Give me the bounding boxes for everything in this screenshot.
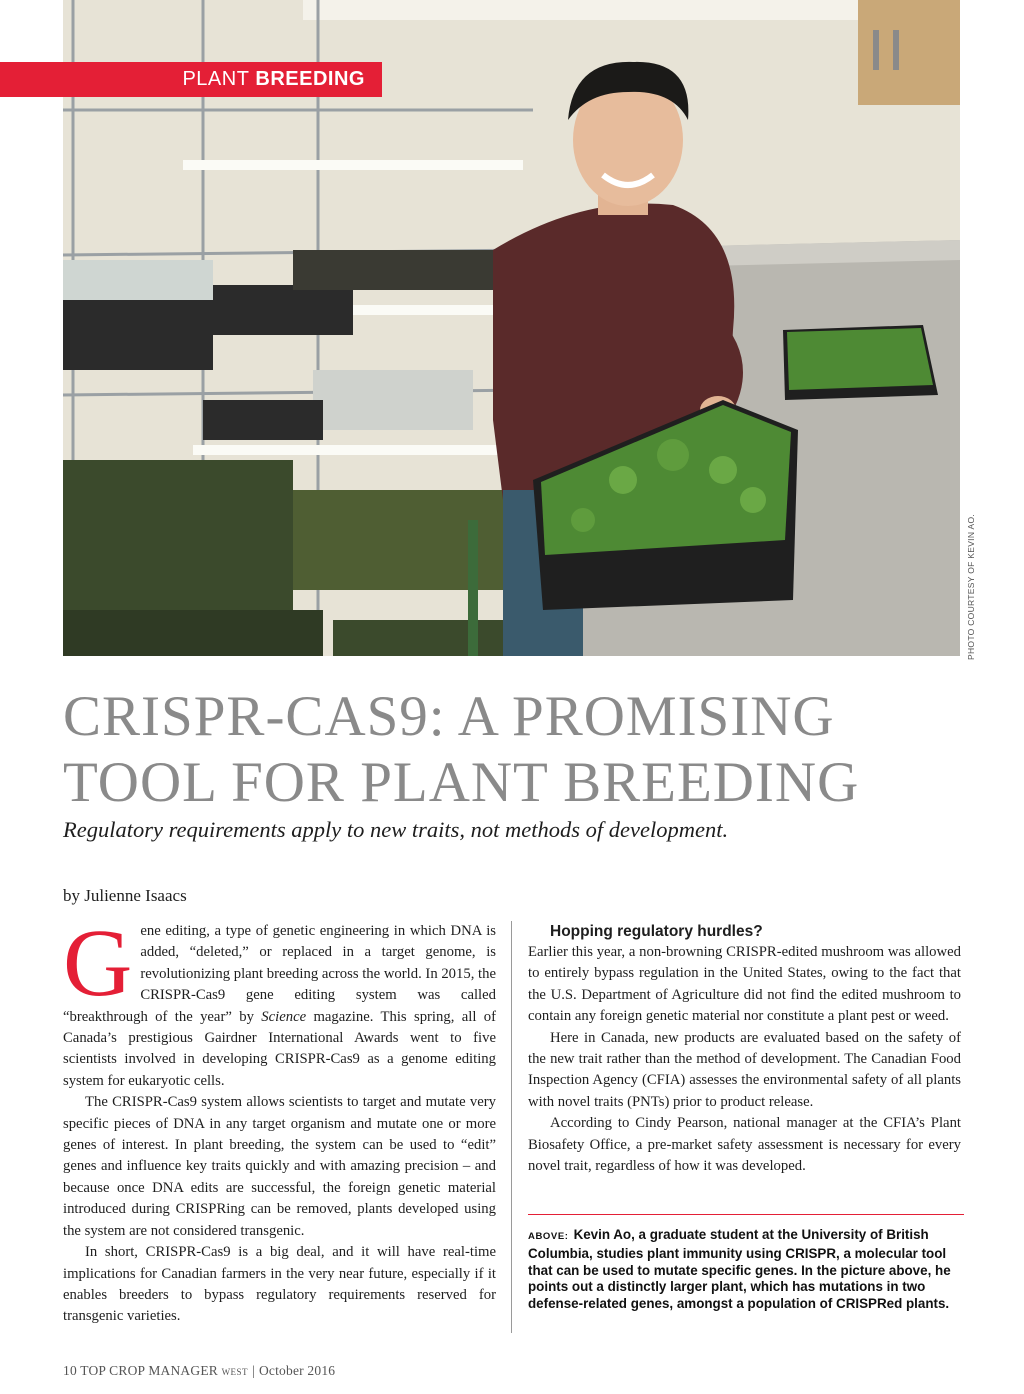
photo-caption xyxy=(528,1227,958,1313)
lab-scene-illustration xyxy=(63,0,960,656)
hero-photo xyxy=(63,0,960,656)
page-number: 10 xyxy=(63,1363,77,1378)
article-title: CRISPR-CAS9: A PROMISING TOOL FOR PLANT BREEDING xyxy=(63,685,860,814)
photo-credit: PHOTO COURTESY OF KEVIN AO. xyxy=(966,513,976,660)
paragraph: According to Cindy Pearson, national manager at the CFIA’s Plant Biosafety Office, a pre-market safety assessment is necessary for every novel trait, regardless of how it was developed. xyxy=(528,1115,961,1175)
footer-separator: | xyxy=(252,1363,255,1378)
magazine-name: TOP CROP MANAGER xyxy=(80,1363,218,1378)
paragraph xyxy=(63,909,497,1092)
section-heading: Hopping regulatory hurdles? xyxy=(550,923,763,940)
body-column-left xyxy=(63,909,497,1328)
paragraph: Earlier this year, a non-browning CRISPR-edited mushroom was allowed to entirely bypass regulation in the United States, owing to the fact that the U.S. Department of Agriculture did not find the edited mushroom to contain any foreign genetic material nor constitute a plant pest or weed. xyxy=(528,944,961,1025)
column-divider xyxy=(511,921,512,1333)
article-subtitle: Regulatory requirements apply to new traits, not methods of development. xyxy=(63,817,729,842)
body-column-right xyxy=(528,921,961,1177)
paragraph: Here in Canada, new products are evaluated based on the safety of the new trait rather than the method of development. The Canadian Food Inspection Agency (CFIA) assesses the environmental safety of all plants with novel traits (PNTs) prior to product release. xyxy=(528,1029,961,1110)
section-tag-bold: BREEDING xyxy=(255,68,365,90)
drop-cap: G xyxy=(63,909,133,1016)
byline: by Julienne Isaacs xyxy=(63,886,187,905)
issue-date: October 2016 xyxy=(258,1363,336,1378)
magazine-edition: WEST xyxy=(221,1367,249,1377)
caption-lead: ABOVE: xyxy=(528,1231,569,1242)
paragraph: The CRISPR-Cas9 system allows scientists to target and mutate very specific pieces of DNA in any target organism and mutate one or more genes of interest. In plant breeding, the system can be used to “edit” genes and influence key traits quickly and with amazing precision – and because once DNA edits are successful, the foreign genetic material introduced during CRISPRing can be removed, plants developed using the system are not considered transgenic. xyxy=(63,1094,496,1239)
paragraph: In short, CRISPR-Cas9 is a big deal, and it will have real-time implications for Canadian farmers in the very near future, especially if it enables breeders to bypass regulatory requirements reserved for transgenic varieties. xyxy=(63,1244,496,1325)
section-tag-light: PLANT xyxy=(182,68,250,90)
italic-publication-name: Science xyxy=(261,1008,307,1025)
counter-seedling-tray xyxy=(783,325,938,400)
paragraph-text: ene editing, a type of genetic engineering in which DNA is added, “deleted,” or replaced in a target genome, is revolutionizing plant breeding across the world. In 2015, the CRISPR-Cas9 gene editing system was called “breakthrough of the year” by xyxy=(63,923,497,1025)
paragraph-text: magazine. This spring, all of Canada’s prestigious Gairdner International Awards went to five scientists involved in developing CRISPR-Cas9 as a genome editing system for eukaryotic cells. xyxy=(63,1008,496,1089)
caption-divider xyxy=(528,1214,964,1215)
caption-text: Kevin Ao, a graduate student at the University of British Columbia, studies plant immunity using CRISPR, a molecular tool that can be used to mutate specific genes. In the picture above, he points out a distinctly larger plant, which has mutations in two defense-related genes, amongst a population of CRISPRed plants. xyxy=(528,1227,951,1312)
page-footer xyxy=(63,1363,335,1379)
section-tag xyxy=(0,62,382,97)
